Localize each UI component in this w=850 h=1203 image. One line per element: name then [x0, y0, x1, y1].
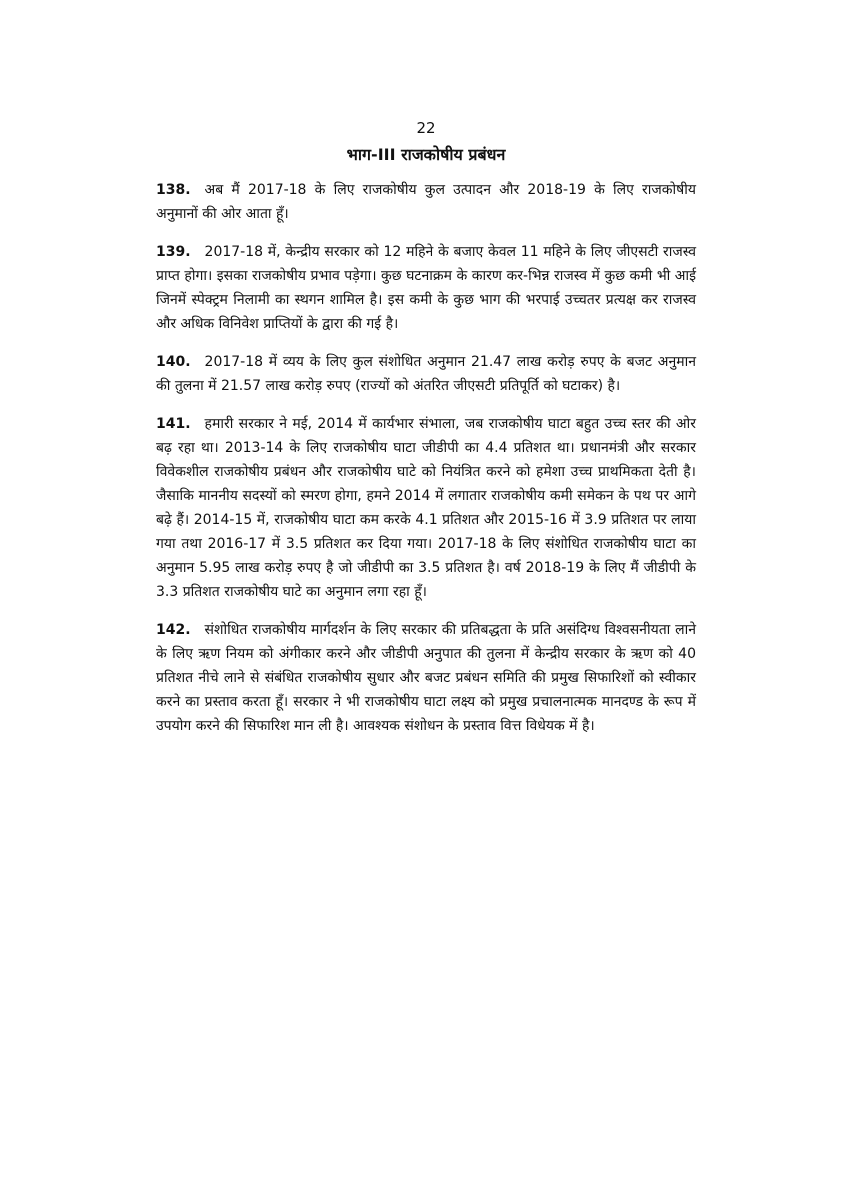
paragraph-number: 139.	[156, 244, 191, 260]
paragraph-140	[156, 350, 696, 398]
paragraph-number: 140.	[156, 354, 191, 370]
paragraph-number: 142.	[156, 622, 191, 638]
paragraph-text: हमारी सरकार ने मई, 2014 में कार्यभार संभाला, जब राजकोषीय घाटा बहुत उच्च स्तर की ओर बढ़ रहा था। 2013-14 के लिए राजकोषीय घाटा जीडीपी का 4.4 प्रतिशत था। प्रधानमंत्री और सरकार विवेकशील राजकोषीय प्रबंधन और राजकोषीय घाटे को नियंत्रित करने को हमेशा उच्च प्राथमिकता देती है। जैसाकि माननीय सदस्यों को स्मरण होगा, हमने 2014 में लगातार राजकोषीय कमी समेकन के पथ पर आगे बढ़े हैं। 2014-15 में, राजकोषीय घाटा कम करके 4.1 प्रतिशत और 2015-16 में 3.9 प्रतिशत पर लाया गया तथा 2016-17 में 3.5 प्रतिशत कर दिया गया। 2017-18 के लिए संशोधित राजकोषीय घाटा का अनुमान 5.95 लाख करोड़ रुपए है जो जीडीपी का 3.5 प्रतिशत है। वर्ष 2018-19 के लिए मैं जीडीपी के 3.3 प्रतिशत राजकोषीय घाटे का अनुमान लगा रहा हूँ।	[156, 416, 696, 600]
paragraph-138	[156, 178, 696, 226]
paragraph-141	[156, 412, 696, 604]
paragraph-142	[156, 618, 696, 738]
paragraph-number: 138.	[156, 182, 191, 198]
document-page	[156, 118, 696, 752]
paragraph-139	[156, 240, 696, 336]
section-title: भाग-III राजकोषीय प्रबंधन	[346, 145, 506, 164]
paragraph-text: संशोधित राजकोषीय मार्गदर्शन के लिए सरकार की प्रतिबद्धता के प्रति असंदिग्ध विश्वसनीयता लाने के लिए ऋण नियम को अंगीकार करने और जीडीपी अनुपात की तुलना में केन्द्रीय सरकार के ऋण को 40 प्रतिशत नीचे लाने से संबंधित राजकोषीय सुधार और बजट प्रबंधन समिति की प्रमुख सिफारिशों को स्वीकार करने का प्रस्ताव करता हूँ। सरकार ने भी राजकोषीय घाटा लक्ष्य को प्रमुख प्रचालनात्मक मानदण्ड के रूप में उपयोग करने की सिफारिश मान ली है। आवश्यक संशोधन के प्रस्ताव वित्त विधेयक में है।	[156, 622, 696, 734]
paragraph-text: 2017-18 में, केन्द्रीय सरकार को 12 महिने के बजाए केवल 11 महिने के लिए जीएसटी राजस्व प्राप्त होगा। इसका राजकोषीय प्रभाव पड़ेगा। कुछ घटनाक्रम के कारण कर-भिन्न राजस्व में कुछ कमी भी आई जिनमें स्पेक्ट्रम निलामी का स्थगन शामिल है। इस कमी के कुछ भाग की भरपाई उच्चतर प्रत्यक्ष कर राजस्व और अधिक विनिवेश प्राप्तियों के द्वारा की गई है।	[156, 244, 696, 332]
paragraph-number: 141.	[156, 416, 191, 432]
paragraph-text: अब मैं 2017-18 के लिए राजकोषीय कुल उत्पादन और 2018-19 के लिए राजकोषीय अनुमानों की ओर आता हूँ।	[156, 182, 696, 222]
paragraph-text: 2017-18 में व्यय के लिए कुल संशोधित अनुमान 21.47 लाख करोड़ रुपए के बजट अनुमान की तुलना में 21.57 लाख करोड़ रुपए (राज्यों को अंतरित जीएसटी प्रतिपूर्ति को घटाकर) है।	[156, 354, 696, 394]
page-number: 22	[416, 119, 436, 137]
